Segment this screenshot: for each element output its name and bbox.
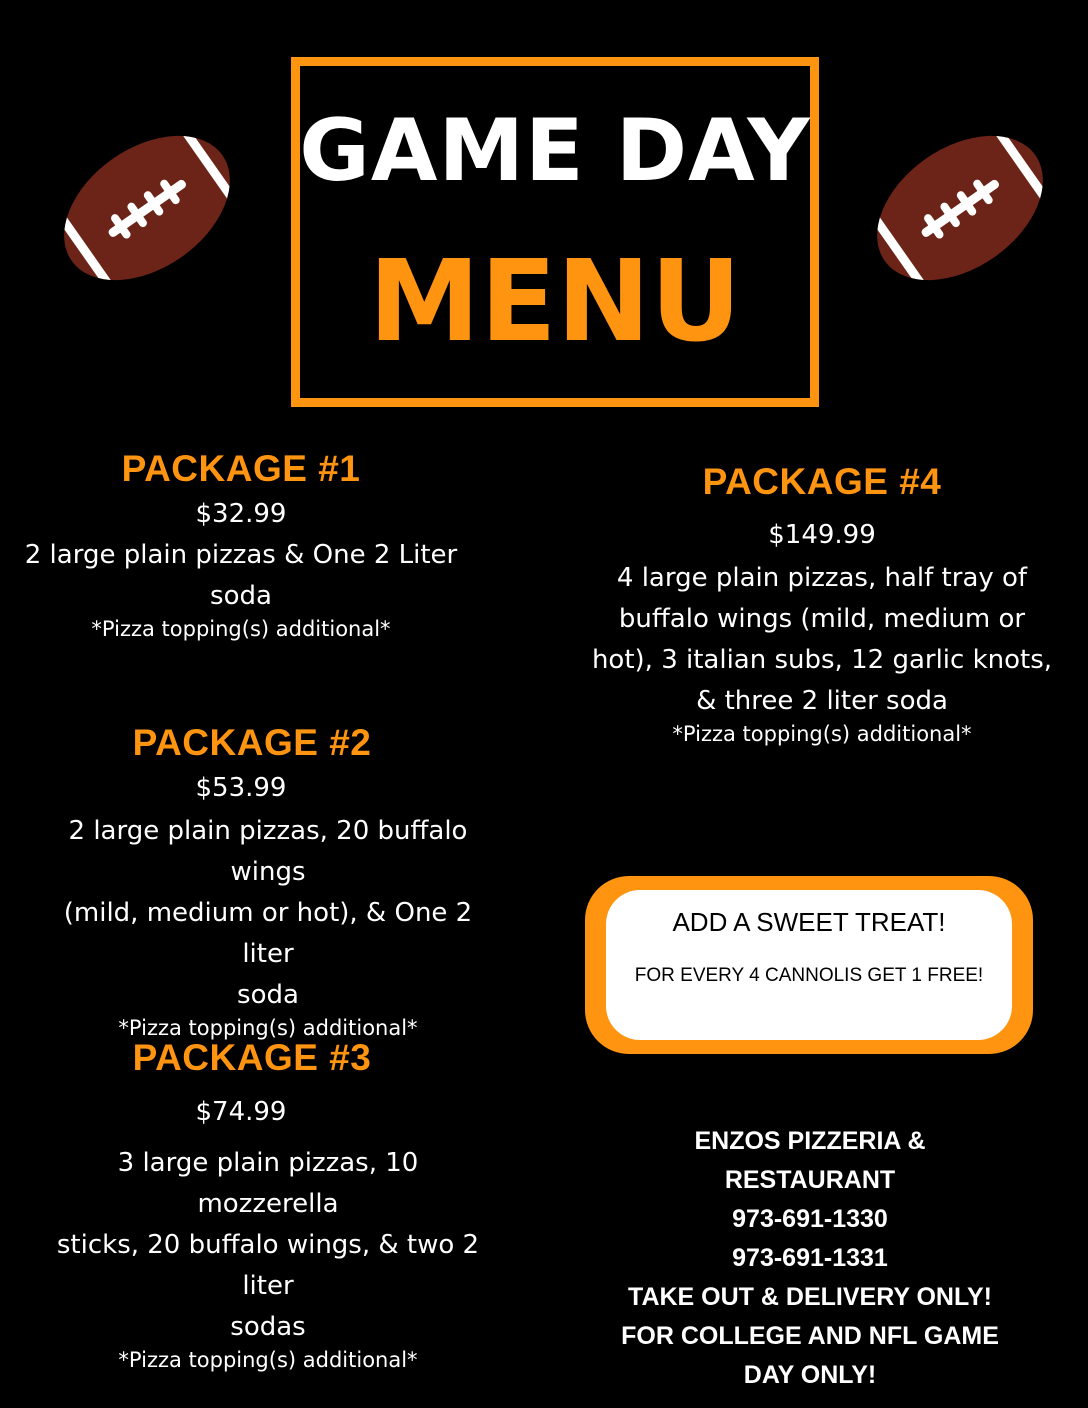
phone-number: 973-691-1330 <box>732 1205 888 1233</box>
package-note: *Pizza topping(s) additional* <box>118 1348 418 1372</box>
package-title: PACKAGE #2 <box>132 722 372 763</box>
package-desc-line: 4 large plain pizzas, half tray of <box>616 563 1028 593</box>
package-2 <box>20 722 484 1040</box>
contact-line: DAY ONLY! <box>743 1361 877 1389</box>
football-icon <box>862 110 1058 306</box>
package-desc-line: sodas <box>230 1312 306 1342</box>
package-desc-line: soda <box>237 980 299 1010</box>
package-3 <box>20 1037 484 1372</box>
package-title: PACKAGE #3 <box>132 1037 372 1078</box>
phone-number: 973-691-1331 <box>732 1244 888 1272</box>
package-desc-line: buffalo wings (mild, medium or <box>618 604 1026 634</box>
sweet-treat-description: FOR EVERY 4 CANNOLIS GET 1 FREE! <box>634 965 984 986</box>
package-desc-line: 3 large plain pizzas, 10 mozzerella <box>117 1148 419 1219</box>
package-price: $53.99 <box>195 773 287 803</box>
contact-info <box>600 1122 1020 1395</box>
contact-line: FOR COLLEGE AND NFL GAME <box>621 1322 999 1350</box>
package-desc-line: 2 large plain pizzas, 20 buffalo wings <box>68 816 468 887</box>
package-note: *Pizza topping(s) additional* <box>672 722 972 746</box>
package-note: *Pizza topping(s) additional* <box>91 617 391 641</box>
package-price: $32.99 <box>195 499 287 529</box>
package-price: $149.99 <box>768 520 876 550</box>
package-title: PACKAGE #1 <box>121 448 361 489</box>
contact-line: RESTAURANT <box>724 1166 896 1194</box>
package-desc-line: sticks, 20 buffalo wings, & two 2 liter <box>56 1230 480 1301</box>
package-title: PACKAGE #4 <box>702 461 942 502</box>
sweet-treat-title: ADD A SWEET TREAT! <box>672 907 946 937</box>
title-menu: MENU <box>368 237 742 367</box>
package-note: *Pizza topping(s) additional* <box>118 1016 418 1040</box>
package-1 <box>20 448 462 641</box>
package-desc-line: hot), 3 italian subs, 12 garlic knots, <box>591 645 1053 675</box>
package-desc-line: (mild, medium or hot), & One 2 liter <box>63 898 473 969</box>
package-price: $74.99 <box>195 1097 287 1127</box>
package-4 <box>585 461 1059 746</box>
football-icon <box>49 110 245 306</box>
package-desc-line: & three 2 liter soda <box>696 686 948 716</box>
title-game-day: GAME DAY <box>299 101 811 201</box>
contact-line: ENZOS PIZZERIA & <box>694 1127 926 1155</box>
package-desc-line: 2 large plain pizzas & One 2 Liter <box>24 540 458 570</box>
package-desc-line: soda <box>210 581 272 611</box>
contact-line: TAKE OUT & DELIVERY ONLY! <box>628 1283 992 1311</box>
